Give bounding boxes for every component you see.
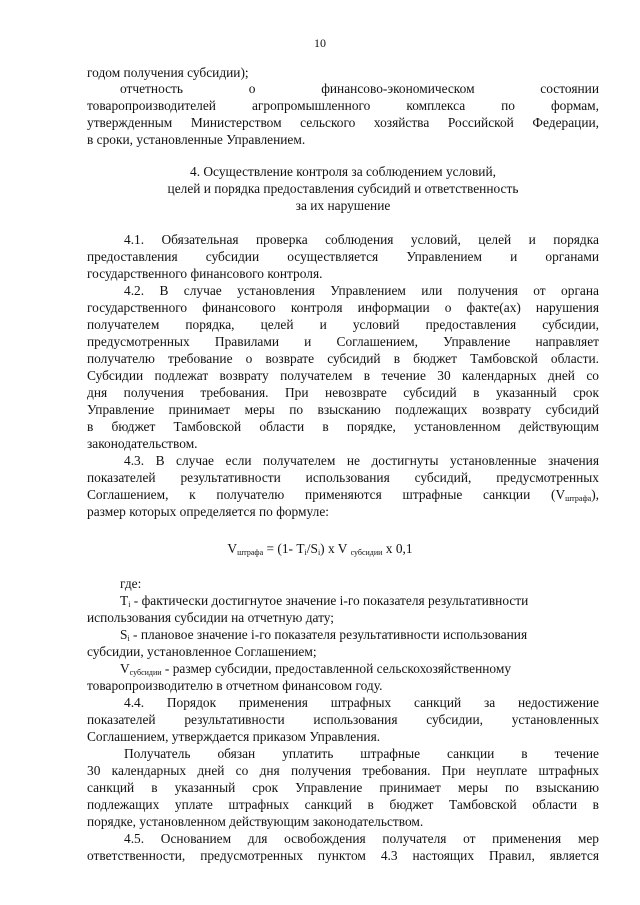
symbol: S xyxy=(120,627,128,642)
text-line: Управление принимает меры по взысканию подлежащих возврату субсидий xyxy=(87,402,599,417)
text-line: 30 календарных дней со дня получения требования. При неуплате штрафных xyxy=(87,763,599,778)
text-line: 4.2. В случае установления Управлением или получения от органа xyxy=(124,283,599,298)
formula-part: ) x V xyxy=(320,541,351,556)
symbol-sub: i xyxy=(128,600,131,609)
symbol: T xyxy=(120,593,129,608)
text-line: получателю требование о возврате субсидий в бюджет Тамбовской области. xyxy=(87,351,599,366)
formula-part: /S xyxy=(306,541,318,556)
text-line: в сроки, установленные Управлением. xyxy=(87,132,306,147)
symbol-sub: субсидии xyxy=(129,668,162,677)
text-line: предоставления субсидии осуществляется Управлением и органами xyxy=(87,249,599,264)
text-line: где: xyxy=(120,576,142,591)
text-line: законодательством. xyxy=(87,436,198,451)
formula-part: = (1- T xyxy=(263,541,305,556)
text-line: отчетность о финансово-экономическом состоянии xyxy=(120,81,599,96)
text-line: утвержденным Министерством сельского хозяйства Российской Федерации, xyxy=(87,115,599,130)
text-line: Соглашением, утверждается приказом Управления. xyxy=(87,729,381,744)
text-line: подлежащих уплате штрафных санкций в бюджет Тамбовской области в xyxy=(87,797,599,812)
text-line: дня получения требования. При невозврате субсидий в указанный срок xyxy=(87,385,599,400)
formula-part: x 0,1 xyxy=(382,541,413,556)
text-line: 4.1. Обязательная проверка соблюдения условий, целей и порядка xyxy=(124,232,599,247)
formula xyxy=(0,541,640,557)
text-span: ), xyxy=(591,487,599,502)
text-line: годом получения субсидии); xyxy=(87,65,249,80)
formula-sub: i xyxy=(304,548,307,557)
text-line: товаропроизводителей агропромышленного комплекса по формам, xyxy=(87,98,599,113)
text-line: санкций в указанный срок Управление принимает меры по взысканию xyxy=(87,780,599,795)
text-line: государственного финансового контроля информации о факте(ах) нарушения xyxy=(87,300,599,315)
page-number: 10 xyxy=(314,36,326,50)
symbol-sub: i xyxy=(127,634,130,643)
text-span: - размер субсидии, предоставленной сельскохозяйственному xyxy=(161,661,512,676)
text-line: размер которых определяется по формуле: xyxy=(87,504,329,519)
formula-sub: i xyxy=(317,548,321,557)
formula-sub: штрафа xyxy=(237,548,264,557)
text-span: Соглашением, к получателю применяются штрафные санкции (V xyxy=(87,487,566,502)
section-heading: 4. Осуществление контроля за соблюдением условий, xyxy=(190,164,496,179)
subscript: штрафа xyxy=(565,494,592,503)
text-line: показателей результативности использования субсидии, установленных xyxy=(87,712,599,727)
text-line: ответственности, предусмотренных пунктом 4.3 настоящих Правил, является xyxy=(87,848,599,863)
text-line: порядке, установленном действующим законодательством. xyxy=(87,814,424,829)
text-line: субсидии, установленное Соглашением; xyxy=(87,644,317,659)
section-heading: целей и порядка предоставления субсидий и ответственность xyxy=(167,181,519,196)
text-line: 4.4. Порядок применения штрафных санкций за недостижение xyxy=(124,695,599,710)
text-line: использования субсидии на отчетную дату; xyxy=(87,610,335,625)
text-line: государственного финансового контроля. xyxy=(87,266,323,281)
text-span: - фактически достигнутое значение i-го показателя результативности xyxy=(130,593,529,608)
text-line: показателей результативности использования субсидий, предусмотренных xyxy=(87,470,599,485)
formula-part: V xyxy=(227,541,238,556)
section-heading: за их нарушение xyxy=(295,198,391,213)
text-line: предусмотренных Правилами и Соглашением, Управление направляет xyxy=(87,334,599,349)
text-line: Получатель обязан уплатить штрафные санкции в течение xyxy=(124,746,599,761)
text-line: в бюджет Тамбовской области в порядке, установленном действующим xyxy=(87,419,599,434)
text-line: 4.3. В случае если получателем не достигнуты установленные значения xyxy=(124,453,599,468)
text-line: Субсидии подлежат возврату получателем в течение 30 календарных дней со xyxy=(87,368,599,383)
text-line: товаропроизводителю в отчетном финансовом году. xyxy=(87,678,383,693)
text-span: - плановое значение i-го показателя результативности использования xyxy=(129,627,528,642)
formula-sub: субсидии xyxy=(350,548,383,557)
symbol: V xyxy=(120,661,130,676)
text-line: 4.5. Основанием для освобождения получателя от применения мер xyxy=(124,831,599,846)
text-line: получателем порядка, целей и условий предоставления субсидии, xyxy=(87,317,599,332)
